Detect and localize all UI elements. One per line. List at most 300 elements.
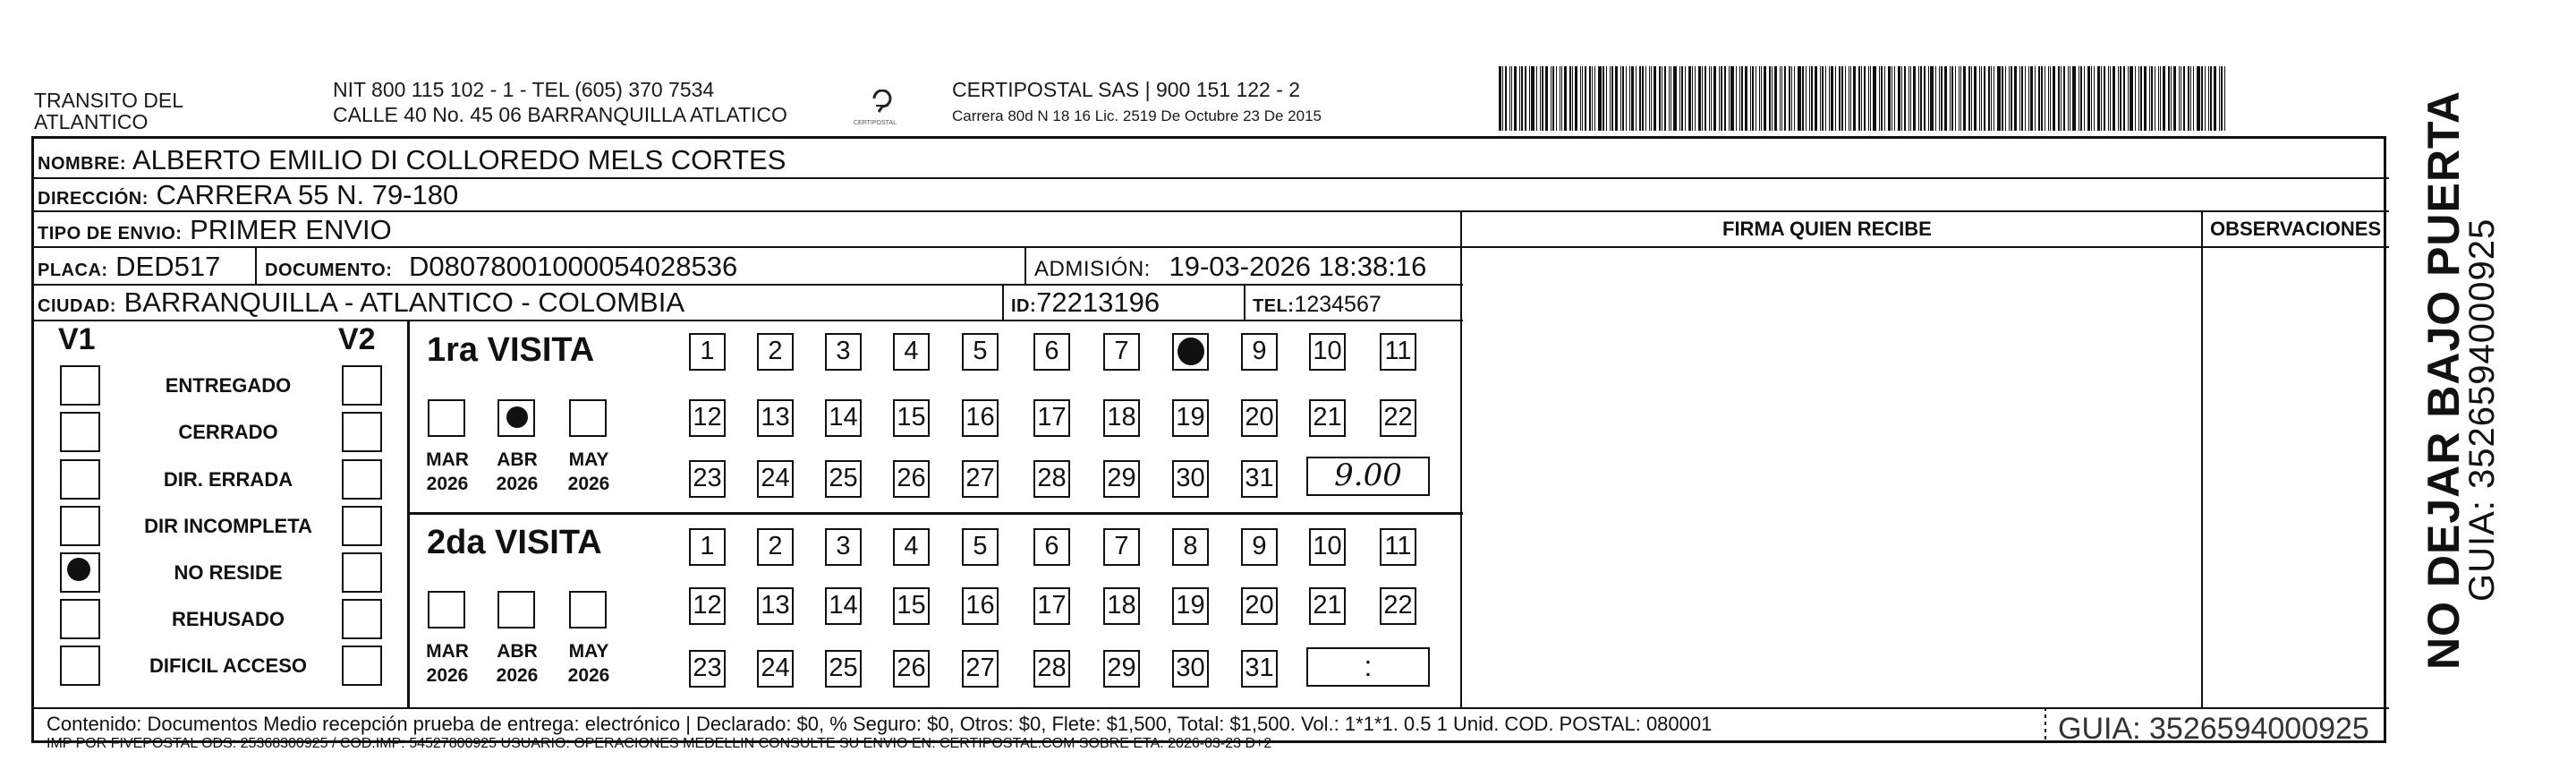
barcode-bar xyxy=(1688,66,1691,131)
barcode-bar xyxy=(2058,66,2060,131)
visit1-title: 1ra VISITA xyxy=(427,331,595,369)
barcode-bar xyxy=(1984,66,1985,131)
barcode-bar xyxy=(1802,66,1804,131)
barcode-bar xyxy=(1939,66,1940,131)
barcode-bar xyxy=(2149,66,2150,131)
day-box[interactable]: 26 xyxy=(893,460,930,498)
barcode-bar xyxy=(1745,66,1747,131)
placa-value: DED517 xyxy=(115,251,221,282)
day-box[interactable]: 2 xyxy=(757,528,794,566)
barcode-bar xyxy=(1858,66,1860,131)
barcode-bar xyxy=(2097,66,2100,131)
barcode-bar xyxy=(1705,66,1706,131)
barcode-bar xyxy=(1673,66,1677,131)
day-box[interactable]: 12 xyxy=(689,399,726,437)
barcode-bar xyxy=(1719,66,1720,131)
day-box[interactable]: 14 xyxy=(825,587,862,625)
barcode-bar xyxy=(1752,66,1754,131)
month-checkbox[interactable] xyxy=(428,399,465,437)
barcode-bar xyxy=(1502,66,1503,131)
barcode-bar xyxy=(1698,66,1701,131)
barcode-bar xyxy=(1556,66,1557,131)
barcode-bar xyxy=(1572,66,1573,131)
barcode-bar xyxy=(1651,66,1652,131)
barcode-bar xyxy=(1642,66,1644,131)
month-label xyxy=(486,448,548,496)
barcode-bar xyxy=(2061,66,2062,131)
barcode-bar xyxy=(1636,66,1637,131)
barcode-bar xyxy=(1569,66,1571,131)
day-box[interactable]: 13 xyxy=(757,399,794,437)
barcode-bar xyxy=(1784,66,1786,131)
day-box[interactable]: 27 xyxy=(962,460,999,498)
barcode-bar xyxy=(1750,66,1751,131)
barcode-bar xyxy=(2135,66,2136,131)
day-box[interactable]: 22 xyxy=(1380,587,1416,625)
barcode-bar xyxy=(1545,66,1548,131)
barcode-bar xyxy=(2011,66,2012,131)
footer-contenido: Contenido: Documentos Medio recepción prueba de entrega: electrónico | Declarado: $0, % Seguro: $0, Otros: $0, Flete: $1,500, Total: $1,500. Vol.: 1*1*1. 0.5 1 Unid. COD. POSTAL: 080001 xyxy=(47,713,1713,735)
v2-checkbox[interactable] xyxy=(342,412,382,452)
barcode-bar xyxy=(1582,66,1583,131)
barcode-bar xyxy=(1901,66,1902,131)
org-name-line1: TRANSITO DEL xyxy=(34,89,183,112)
barcode-bar xyxy=(2205,66,2206,131)
documento-cell xyxy=(265,251,737,286)
day-box[interactable]: 23 xyxy=(689,460,726,498)
day-box[interactable]: 17 xyxy=(1033,587,1070,625)
logo-caption: CERTIPOSTAL xyxy=(854,120,897,126)
day-box[interactable]: 8 xyxy=(1172,528,1209,566)
barcode-bar xyxy=(1809,66,1810,131)
visit2-title: 2da VISITA xyxy=(427,524,602,561)
barcode-bar xyxy=(2210,66,2212,131)
barcode-bar xyxy=(2005,66,2006,131)
month-label xyxy=(486,639,548,688)
barcode-bar xyxy=(1868,66,1869,131)
day-box[interactable]: 25 xyxy=(825,650,862,688)
day-box[interactable]: 21 xyxy=(1309,587,1346,625)
month-checkbox[interactable] xyxy=(569,591,607,628)
day-box[interactable]: 3 xyxy=(825,333,862,371)
day-box[interactable]: 18 xyxy=(1103,399,1140,437)
admision-value: 19-03-2026 18:38:16 xyxy=(1169,251,1427,282)
rule-placa-doc xyxy=(255,246,257,284)
rule-firma-left xyxy=(1460,210,1462,709)
v2-checkbox[interactable] xyxy=(342,599,382,639)
barcode-bar xyxy=(2035,66,2036,131)
barcode-bar xyxy=(1981,66,1982,131)
barcode-bar xyxy=(1904,66,1906,131)
tel-value: 1234567 xyxy=(1294,292,1382,317)
barcode-bar xyxy=(2193,66,2194,131)
barcode-bar xyxy=(1918,66,1919,131)
barcode-bar xyxy=(1794,66,1795,131)
barcode-bar xyxy=(1741,66,1743,131)
barcode-bar xyxy=(1685,66,1686,131)
barcode-bar xyxy=(1561,66,1562,131)
rule-footer xyxy=(31,707,2389,709)
month-label xyxy=(557,639,620,688)
tipo-value: PRIMER ENVIO xyxy=(190,214,392,245)
barcode-bar xyxy=(1968,66,1970,131)
barcode-bar xyxy=(1884,66,1885,131)
admision-label: ADMISIÓN: xyxy=(1034,257,1151,281)
barcode-bar xyxy=(1611,66,1613,131)
barcode-bar xyxy=(1815,66,1817,131)
day-box[interactable]: 11 xyxy=(1380,333,1416,371)
v1-checkbox[interactable] xyxy=(60,552,100,593)
barcode-bar xyxy=(1709,66,1710,131)
day-box[interactable]: 11 xyxy=(1380,528,1416,566)
day-box[interactable]: 24 xyxy=(757,460,794,498)
barcode-bar xyxy=(1564,66,1567,131)
side-guia: GUIA: 3526594000925 xyxy=(2462,218,2502,602)
barcode-bar xyxy=(1610,66,1611,131)
v1-checkbox[interactable] xyxy=(60,506,100,546)
month-year: 2026 xyxy=(496,665,539,686)
rule-obs-left xyxy=(2201,210,2203,709)
barcode-bar xyxy=(2108,66,2109,131)
barcode-bar xyxy=(2025,66,2026,131)
barcode-bar xyxy=(1789,66,1790,131)
barcode-bar xyxy=(2002,66,2003,131)
barcode-bar xyxy=(1525,66,1526,131)
barcode-bar xyxy=(2038,66,2040,131)
barcode-bar xyxy=(1963,66,1966,131)
status-label: DIFICIL ACCESO xyxy=(149,654,307,677)
visit1-time-box[interactable]: 9.00 xyxy=(1306,457,1430,496)
barcode-bar xyxy=(2080,66,2082,131)
tipo-row xyxy=(38,214,392,250)
v1-checkbox[interactable] xyxy=(60,645,100,686)
barcode-bar xyxy=(1873,66,1876,131)
barcode-bar xyxy=(2072,66,2076,131)
day-box[interactable]: 9 xyxy=(1241,333,1278,371)
barcode-bar xyxy=(1764,66,1766,131)
month-checkbox[interactable] xyxy=(497,399,535,437)
barcode-bar xyxy=(1835,66,1836,131)
barcode-bar xyxy=(1910,66,1911,131)
day-box[interactable] xyxy=(1172,333,1209,371)
barcode-bar xyxy=(1988,66,1990,131)
barcode-bar xyxy=(1955,66,1956,131)
barcode-bar xyxy=(2041,66,2043,131)
barcode-bar xyxy=(2138,66,2139,131)
barcode-bar xyxy=(1659,66,1661,131)
month-year: 2026 xyxy=(426,665,469,686)
v2-checkbox[interactable] xyxy=(342,645,382,686)
day-box[interactable]: 19 xyxy=(1172,587,1209,625)
status-label: DIR. ERRADA xyxy=(163,468,293,491)
barcode-bar xyxy=(2053,66,2055,131)
barcode-bar xyxy=(2028,66,2029,131)
v1-checkbox[interactable] xyxy=(60,412,100,452)
barcode-bar xyxy=(1811,66,1813,131)
barcode-bar xyxy=(1542,66,1543,131)
barcode-bar xyxy=(1711,66,1712,131)
barcode-bar xyxy=(1820,66,1821,131)
day-box[interactable]: 6 xyxy=(1033,333,1070,371)
rule-doc-adm xyxy=(1024,246,1026,284)
day-box[interactable]: 19 xyxy=(1172,399,1209,437)
barcode-bar xyxy=(1620,66,1621,131)
barcode-bar xyxy=(1850,66,1851,131)
barcode-bar xyxy=(1649,66,1650,131)
barcode-bar xyxy=(1552,66,1554,131)
day-box[interactable]: 12 xyxy=(689,587,726,625)
v2-checkbox[interactable] xyxy=(342,506,382,546)
month-name: ABR xyxy=(497,449,538,470)
barcode-bar xyxy=(2019,66,2020,131)
barcode-bar xyxy=(1575,66,1577,131)
barcode-bar xyxy=(1664,66,1666,131)
barcode-bar xyxy=(2021,66,2023,131)
day-box[interactable]: 30 xyxy=(1172,460,1209,498)
day-box[interactable]: 20 xyxy=(1241,587,1278,625)
rule-col-head xyxy=(1460,246,2389,248)
month-checkbox[interactable] xyxy=(428,591,465,628)
barcode-bar xyxy=(1592,66,1593,131)
barcode-bar xyxy=(1997,66,2001,131)
barcode-bar xyxy=(2140,66,2142,131)
day-box[interactable]: 17 xyxy=(1033,399,1070,437)
barcode-bar xyxy=(2104,66,2105,131)
barcode-bar xyxy=(1729,66,1730,131)
barcode-bar xyxy=(1780,66,1781,131)
barcode-bar xyxy=(2160,66,2161,131)
month-year: 2026 xyxy=(496,474,539,494)
barcode-bar xyxy=(1713,66,1716,131)
barcode-bar xyxy=(1920,66,1922,131)
day-box[interactable]: 24 xyxy=(757,650,794,688)
day-box[interactable]: 31 xyxy=(1241,460,1278,498)
month-name: MAY xyxy=(568,449,609,470)
barcode-bar xyxy=(1894,66,1895,131)
v2-checkbox[interactable] xyxy=(342,365,382,406)
barcode-bar xyxy=(2014,66,2017,131)
barcode-bar xyxy=(2084,66,2085,131)
barcode-bar xyxy=(1791,66,1792,131)
day-box[interactable]: 21 xyxy=(1309,399,1346,437)
barcode-bar xyxy=(2110,66,2111,131)
month-name: MAR xyxy=(426,449,469,470)
tel-label: TEL: xyxy=(1253,296,1295,316)
barcode-bar xyxy=(1594,66,1595,131)
barcode-bar xyxy=(1898,66,1900,131)
barcode-bar xyxy=(2050,66,2051,131)
day-box[interactable]: 1 xyxy=(689,333,726,371)
day-box[interactable]: 5 xyxy=(962,528,999,566)
barcode-bar xyxy=(1772,66,1773,131)
barcode-bar xyxy=(2151,66,2153,131)
day-box[interactable]: 25 xyxy=(825,460,862,498)
barcode-bar xyxy=(2101,66,2102,131)
barcode-bar xyxy=(1774,66,1777,131)
barcode-bar xyxy=(1861,66,1862,131)
v1-checkbox[interactable] xyxy=(60,459,100,500)
barcode-bar xyxy=(1959,66,1960,131)
day-box[interactable]: 15 xyxy=(893,399,930,437)
day-box[interactable]: 18 xyxy=(1103,587,1140,625)
no-dejar-bajo-puerta: NO DEJAR BAJO PUERTA xyxy=(2419,90,2469,670)
day-box[interactable]: 13 xyxy=(757,587,794,625)
barcode-bar xyxy=(1540,66,1541,131)
rule-status-visit xyxy=(407,320,410,707)
barcode-bar xyxy=(1941,66,1943,131)
barcode-bar xyxy=(1974,66,1977,131)
barcode-bar xyxy=(1881,66,1883,131)
placa-label: PLACA: xyxy=(38,261,108,280)
barcode-bar xyxy=(1511,66,1512,131)
day-box[interactable]: 29 xyxy=(1103,460,1140,498)
month-year: 2026 xyxy=(567,474,610,494)
nombre-label: NOMBRE: xyxy=(38,154,127,174)
barcode-bar xyxy=(1879,66,1880,131)
barcode-bar xyxy=(1924,66,1926,131)
v1-checkbox[interactable] xyxy=(60,599,100,639)
month-label xyxy=(416,448,479,496)
day-box[interactable]: 2 xyxy=(757,333,794,371)
barcode-bar xyxy=(1724,66,1726,131)
barcode-bar xyxy=(2168,66,2170,131)
barcode-bar xyxy=(2197,66,2200,131)
month-name: MAR xyxy=(426,641,469,662)
barcode-bar xyxy=(2171,66,2172,131)
day-box[interactable]: 10 xyxy=(1309,333,1346,371)
v1-checkbox[interactable] xyxy=(60,365,100,406)
barcode-bar xyxy=(1529,66,1530,131)
barcode-bar xyxy=(1521,66,1523,131)
day-box[interactable]: 28 xyxy=(1033,460,1070,498)
rule-visit-divider xyxy=(407,512,1463,515)
barcode-bar xyxy=(1888,66,1891,131)
barcode-bar xyxy=(1679,66,1680,131)
day-box[interactable]: 4 xyxy=(893,333,930,371)
day-box[interactable]: 1 xyxy=(689,528,726,566)
barcode-bar xyxy=(1979,66,1980,131)
barcode-bar xyxy=(1631,66,1634,131)
status-label: CERRADO xyxy=(178,421,278,443)
barcode-bar xyxy=(1845,66,1846,131)
barcode-bar xyxy=(1864,66,1866,131)
barcode-bar xyxy=(2208,66,2209,131)
v2-checkbox[interactable] xyxy=(342,459,382,500)
day-box[interactable]: 10 xyxy=(1309,528,1346,566)
barcode-bar xyxy=(1960,66,1961,131)
day-box[interactable]: 15 xyxy=(893,587,930,625)
day-box[interactable]: 4 xyxy=(893,528,930,566)
barcode-bar xyxy=(2091,66,2092,131)
barcode-bar xyxy=(1509,66,1510,131)
barcode-bar xyxy=(1935,66,1936,131)
day-box[interactable]: 26 xyxy=(893,650,930,688)
barcode-bar xyxy=(1669,66,1670,131)
barcode-bar xyxy=(2128,66,2129,131)
day-box[interactable]: 16 xyxy=(962,587,999,625)
day-box[interactable]: 7 xyxy=(1103,528,1140,566)
visit2-time-box[interactable]: : xyxy=(1306,647,1430,687)
day-box[interactable]: 27 xyxy=(962,650,999,688)
barcode-bar xyxy=(1829,66,1830,131)
v2-checkbox[interactable] xyxy=(342,552,382,593)
tipo-label: TIPO DE ENVIO: xyxy=(38,224,183,244)
signature-area[interactable] xyxy=(1464,250,2199,706)
address-line: CALLE 40 No. 45 06 BARRANQUILLA ATLATICO xyxy=(333,103,787,126)
nit-line: NIT 800 115 102 - 1 - TEL (605) 370 7534 xyxy=(333,78,715,101)
day-box[interactable]: 9 xyxy=(1241,528,1278,566)
month-checkbox[interactable] xyxy=(497,591,535,628)
v1-label: V1 xyxy=(58,322,96,356)
barcode-bar xyxy=(1913,66,1916,131)
barcode-bar xyxy=(1692,66,1693,131)
barcode-bar xyxy=(1615,66,1618,131)
barcode-bar xyxy=(2224,66,2225,131)
barcode-bar xyxy=(1626,66,1627,131)
placa-cell xyxy=(38,251,220,286)
barcode-bar xyxy=(1531,66,1535,131)
day-box[interactable]: 20 xyxy=(1241,399,1278,437)
barcode-bar xyxy=(1499,66,1501,131)
barcode-bar xyxy=(1853,66,1856,131)
firma-header: FIRMA QUIEN RECIBE xyxy=(1722,218,1932,240)
barcode-bar xyxy=(1971,66,1972,131)
barcode-bar xyxy=(1951,66,1953,131)
day-box[interactable]: 29 xyxy=(1103,650,1140,688)
day-box[interactable]: 22 xyxy=(1380,399,1416,437)
barcode-bar xyxy=(1841,66,1843,131)
barcode-bar xyxy=(1759,66,1760,131)
barcode-bar xyxy=(1739,66,1740,131)
barcode-bar xyxy=(1551,66,1552,131)
barcode-bar xyxy=(2068,66,2069,131)
barcode-bar xyxy=(1622,66,1624,131)
barcode-bar xyxy=(1798,66,1801,131)
observations-area[interactable] xyxy=(2205,250,2386,706)
month-year: 2026 xyxy=(426,474,469,494)
nombre-row xyxy=(38,144,786,180)
barcode-bar xyxy=(1839,66,1841,131)
id-label: ID: xyxy=(1011,296,1037,316)
day-box[interactable]: 28 xyxy=(1033,650,1070,688)
barcode-bar xyxy=(1606,66,1607,131)
barcode-bar xyxy=(1536,66,1537,131)
day-box[interactable]: 5 xyxy=(962,333,999,371)
barcode-bar xyxy=(1822,66,1824,131)
barcode-bar xyxy=(2188,66,2189,131)
barcode-bar xyxy=(1514,66,1517,131)
observaciones-header: OBSERVACIONES xyxy=(2210,218,2382,240)
barcode-bar xyxy=(1870,66,1871,131)
day-box[interactable]: 14 xyxy=(825,399,862,437)
day-box[interactable]: 7 xyxy=(1103,333,1140,371)
documento-label: DOCUMENTO: xyxy=(265,261,393,280)
day-box[interactable]: 3 xyxy=(825,528,862,566)
day-box[interactable]: 31 xyxy=(1241,650,1278,688)
barcode-bar xyxy=(2130,66,2133,131)
day-box[interactable]: 6 xyxy=(1033,528,1070,566)
month-checkbox[interactable] xyxy=(569,399,607,437)
day-box[interactable]: 23 xyxy=(689,650,726,688)
barcode-bar xyxy=(1831,66,1833,131)
footer-guia: GUIA: 3526594000925 xyxy=(2058,712,2369,746)
barcode-bar xyxy=(1721,66,1722,131)
barcode-bar xyxy=(1730,66,1734,131)
day-box[interactable]: 16 xyxy=(962,399,999,437)
day-box[interactable]: 30 xyxy=(1172,650,1209,688)
status-label: NO RESIDE xyxy=(174,561,283,584)
barcode-bar xyxy=(2179,66,2180,131)
